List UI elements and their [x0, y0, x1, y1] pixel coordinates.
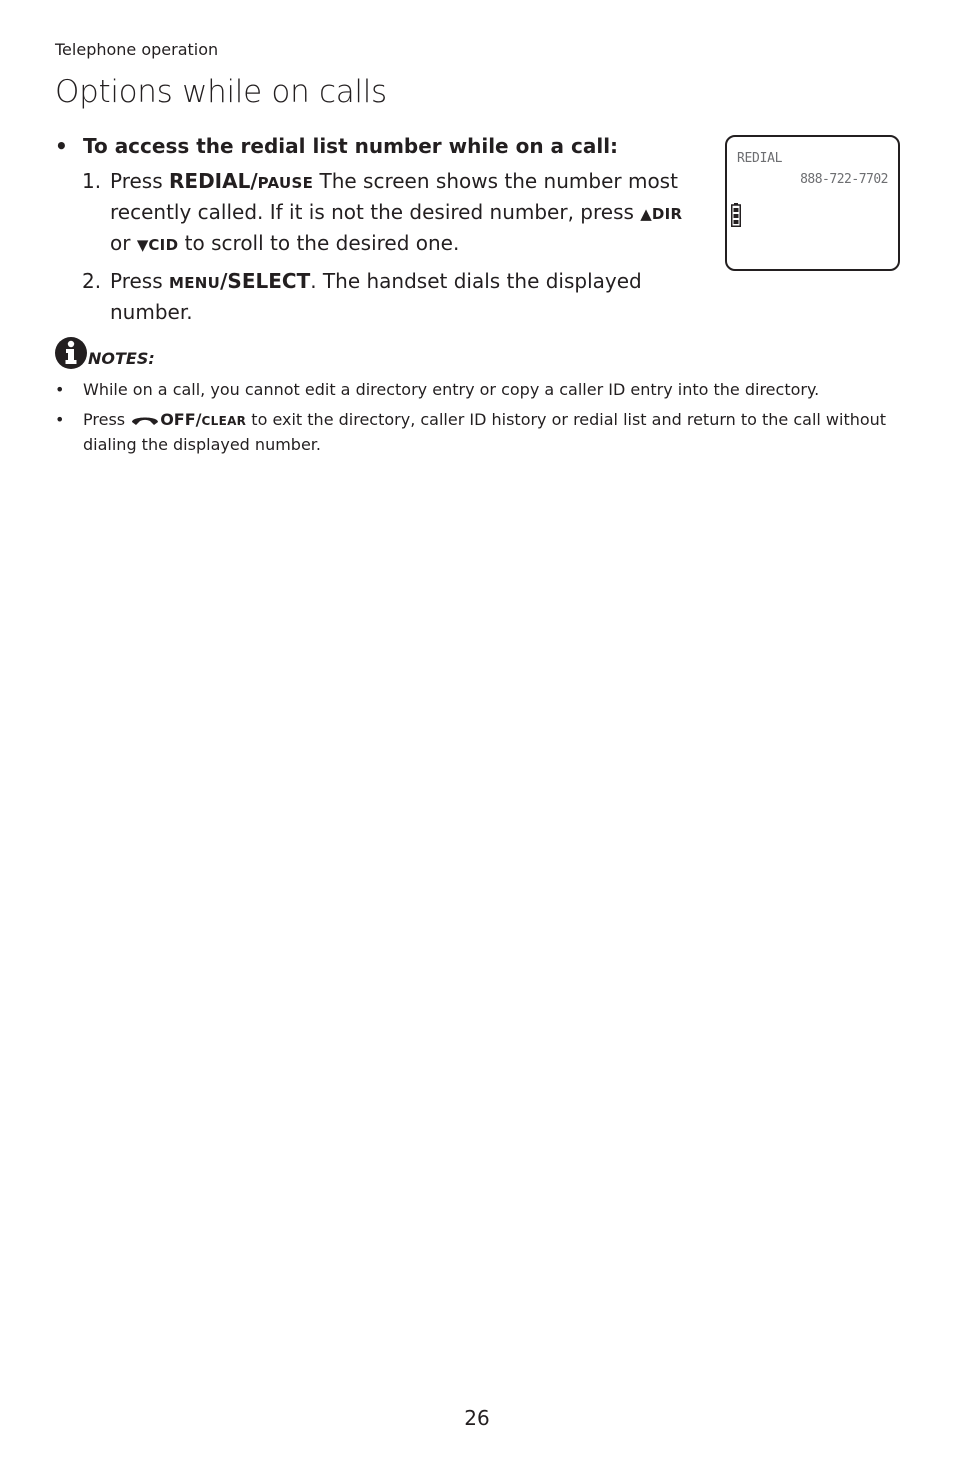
cid-key-label: CID	[148, 236, 179, 254]
screen-line-1: REDIAL	[737, 151, 783, 166]
select-key-label: /SELECT	[220, 269, 311, 293]
step-2	[82, 267, 702, 327]
page-title: Options while on calls	[55, 74, 387, 110]
note-bullet: •	[55, 380, 65, 399]
redial-key-label: REDIAL/	[169, 169, 258, 193]
step-1	[82, 167, 702, 260]
notes-list	[55, 378, 905, 463]
step-text: to scroll to the desired one.	[178, 231, 460, 255]
step-text: . The handset dials the displayed number.	[110, 269, 642, 324]
pause-key-label: PAUSE	[257, 174, 314, 192]
bullet-dot: •	[55, 134, 68, 158]
bullet-heading: To access the redial list number while on a call:	[83, 134, 619, 158]
step-text: Press	[110, 169, 163, 193]
step-number: 1.	[82, 169, 102, 193]
section-label: Telephone operation	[55, 40, 219, 59]
note-text: While on a call, you cannot edit a directory entry or copy a caller ID entry into the directory.	[83, 380, 820, 399]
page-number: 26	[464, 1406, 490, 1430]
note-bullet: •	[55, 410, 65, 429]
dir-key-label: DIR	[651, 205, 683, 223]
note-item	[55, 378, 905, 401]
notes-label: NOTES:	[88, 349, 155, 368]
note-item	[55, 408, 905, 456]
step-text: The screen shows the number most recently called. If it is not the desired number, press	[110, 169, 678, 224]
steps-list	[82, 167, 702, 334]
down-arrow-icon: ▼	[136, 236, 149, 254]
step-text: or	[110, 231, 137, 255]
off-key-label: OFF/	[160, 410, 202, 429]
screen-line-2: 888-722-7702	[800, 172, 888, 187]
info-icon	[54, 336, 88, 370]
battery-icon	[731, 203, 741, 227]
handset-screen	[725, 135, 900, 271]
clear-key-label: CLEAR	[201, 414, 247, 428]
step-number: 2.	[82, 269, 102, 293]
up-arrow-icon: ▲	[640, 205, 652, 223]
phone-off-icon	[130, 413, 160, 427]
note-text: to exit the directory, caller ID history or redial list and return to the call without dialing the displayed number.	[83, 410, 887, 454]
note-text: Press	[83, 410, 131, 429]
menu-key-label: MENU	[169, 274, 221, 292]
step-text: Press	[110, 269, 163, 293]
